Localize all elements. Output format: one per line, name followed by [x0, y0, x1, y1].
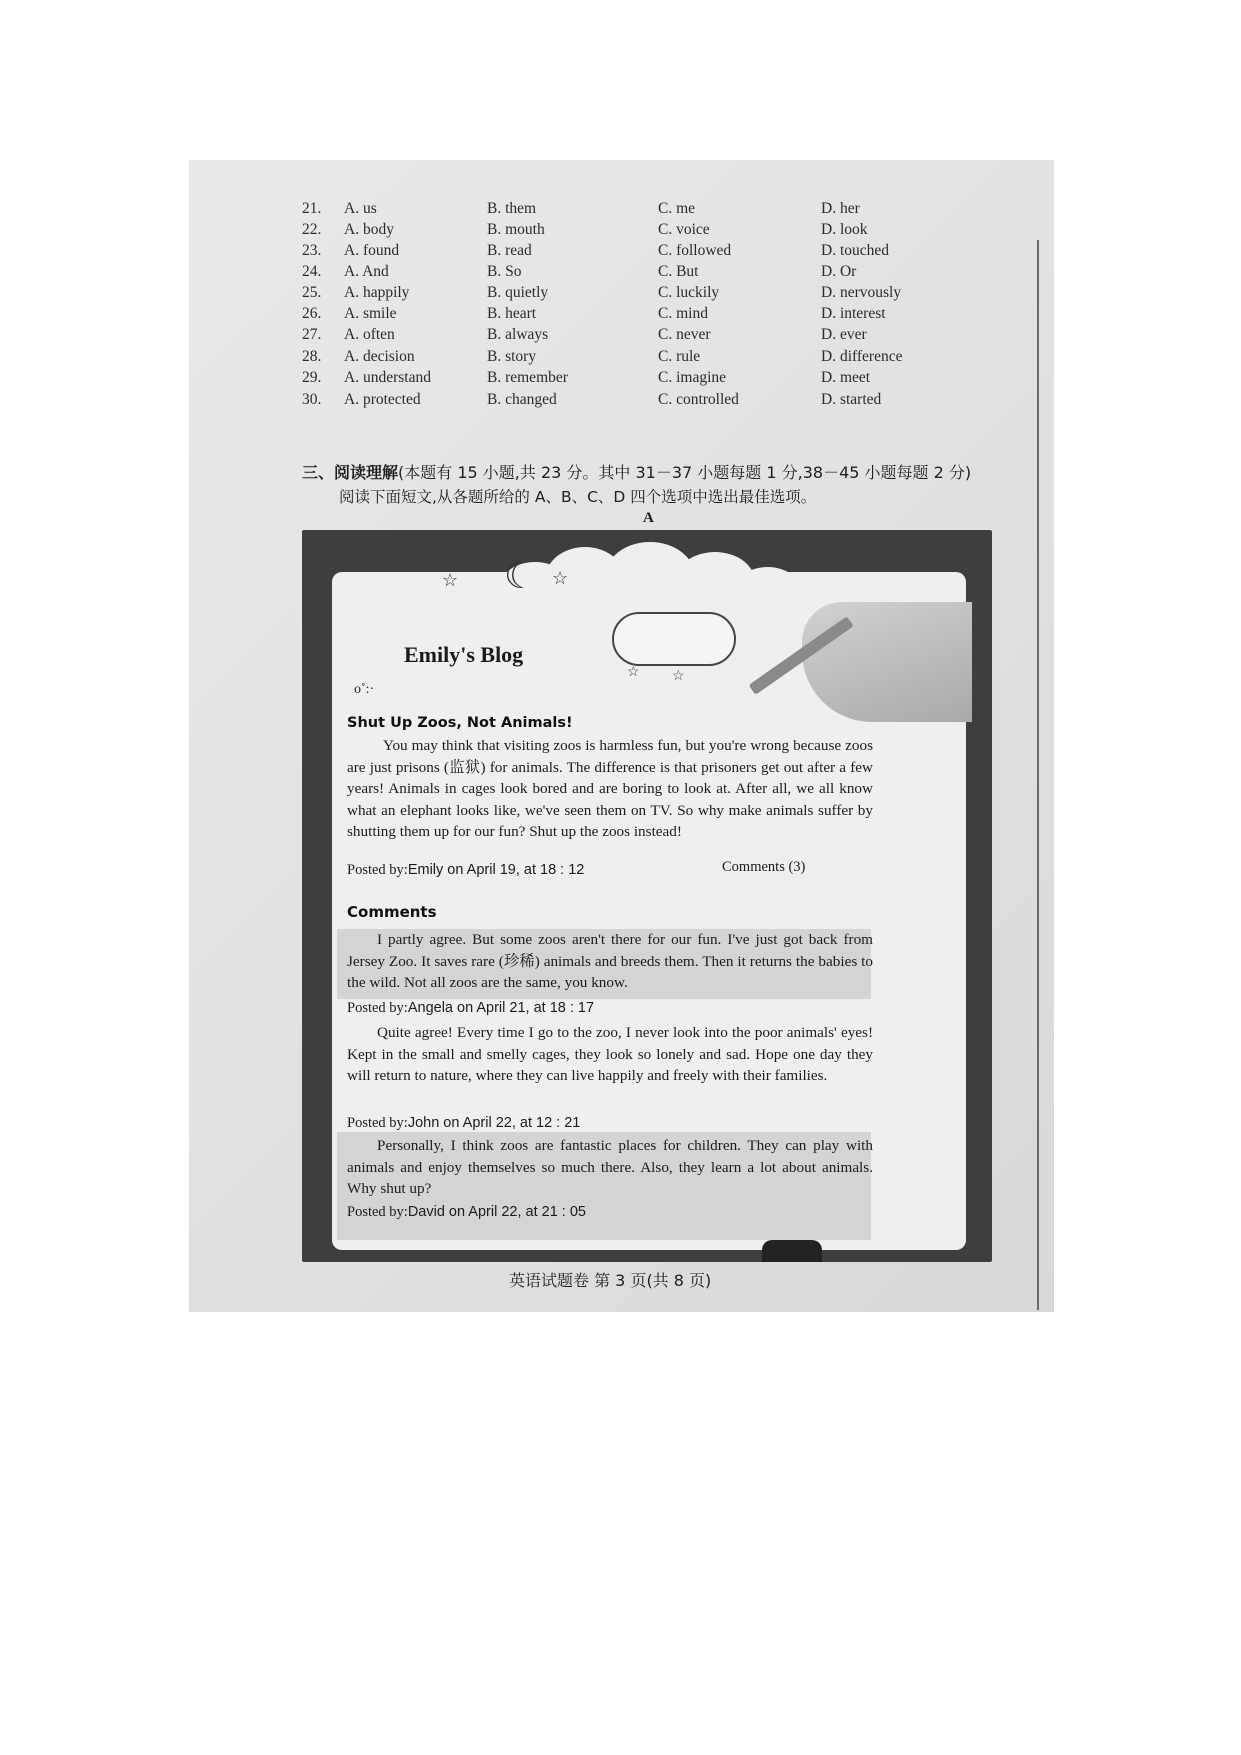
option-row-29: 29. A. understand B. remember C. imagine D. meet — [302, 369, 871, 386]
star-icon: ☆ — [627, 665, 640, 680]
option-row-30: 30. A. protected B. changed C. controlled D. started — [302, 391, 882, 408]
option-row-21: 21. A. us B. them C. me D. her — [302, 200, 860, 217]
section-instruction: 阅读下面短文,从各题所给的 A、B、C、D 四个选项中选出最佳选项。 — [339, 488, 817, 506]
page-footer: 英语试题卷 第 3 页(共 8 页) — [509, 1271, 712, 1290]
option-row-27: 27. A. often B. always C. never D. ever — [302, 326, 867, 343]
comment-meta: Posted by:Angela on April 21, at 18 : 17 — [347, 1000, 595, 1016]
post-meta: Posted by:Emily on April 19, at 18 : 12 — [347, 862, 585, 878]
moon-icon: ☾ — [504, 556, 537, 596]
comments-count-link[interactable]: Comments (3) — [722, 859, 806, 875]
comment-text: Quite agree! Every time I go to the zoo, I never look into the poor animals' eyes! Kept in the small and smelly cages, they look so lonely and sad. Hope one day they will return to nature, where they can live happily and freely with their families. — [347, 1024, 873, 1084]
frame-bottom-tab — [762, 1240, 822, 1262]
passage-label: A — [643, 510, 654, 526]
comment-meta: Posted by:John on April 22, at 12 : 21 — [347, 1115, 581, 1131]
comment-text: I partly agree. But some zoos aren't there for our fun. I've just got back from Jersey Zoo. It saves rare (珍稀) animals and breeds them. Then it returns the babies to the wild. Not all zoos are the same, you know. — [347, 931, 873, 991]
comment-meta: Posted by:David on April 22, at 21 : 05 — [347, 1204, 586, 1220]
post-body: You may think that visiting zoos is harmless fun, but you're wrong because zoos are just prisons (监狱) for animals. The difference is that prisoners get out after a few years! Animals in cages look bored and are boring to look at. After all, we all know what an elephant looks like, we've seen them on TV. So why make animals suffer by shutting them up for our fun? Shut up the zoos instead! — [347, 737, 873, 840]
section-heading: 三、阅读理解(本题有 15 小题,共 23 分。其中 31－37 小题每题 1 分,38－45 小题每题 2 分) — [302, 463, 972, 482]
option-row-22: 22. A. body B. mouth C. voice D. look — [302, 221, 868, 238]
option-row-24: 24. A. And B. So C. But D. Or — [302, 263, 857, 280]
blog-card — [332, 556, 966, 1250]
cloud-decoration — [500, 542, 800, 612]
post-title: Shut Up Zoos, Not Animals! — [347, 715, 573, 731]
option-row-25: 25. A. happily B. quietly C. luckily D. nervously — [302, 284, 902, 301]
hand-with-pencil-illustration — [802, 602, 972, 722]
star-icon: ☆ — [672, 669, 685, 684]
exam-page-photo — [189, 160, 1054, 1312]
option-row-23: 23. A. found B. read C. followed D. touched — [302, 242, 890, 259]
page-edge-line — [1037, 240, 1039, 1310]
cloud-doodle-icon — [612, 612, 736, 666]
comment-text: Personally, I think zoos are fantastic places for children. They can play with animals and enjoy themselves so much there. Also, they learn a lot about animals. Why shut up? — [347, 1137, 873, 1197]
comments-heading: Comments — [347, 903, 437, 921]
blog-frame — [302, 530, 992, 1262]
star-icon: ☆ — [552, 568, 569, 588]
option-row-28: 28. A. decision B. story C. rule D. difference — [302, 348, 903, 365]
option-row-26: 26. A. smile B. heart C. mind D. interest — [302, 305, 886, 322]
decorative-swirl-icon: o˚:· — [354, 682, 375, 697]
star-icon: ☆ — [442, 570, 459, 590]
blog-title: Emily's Blog — [404, 642, 524, 667]
